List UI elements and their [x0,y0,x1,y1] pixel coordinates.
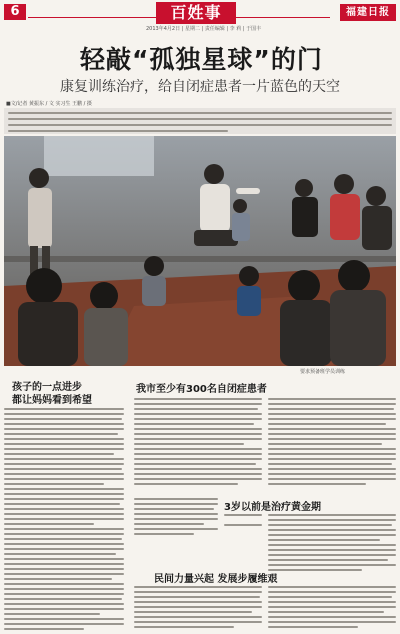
text-line [4,578,112,580]
text-line [268,534,396,536]
text-line [4,473,124,475]
text-line [4,483,104,485]
right-column-text-lower [268,514,396,574]
text-line [134,611,252,613]
text-line [268,473,396,475]
text-line [268,468,396,470]
text-line [134,596,260,598]
section-title: 百姓事 [156,2,236,24]
text-line [4,488,124,490]
text-line [134,626,234,628]
text-line [8,124,392,126]
text-line [134,438,262,440]
text-line [268,458,396,460]
text-line [268,591,396,593]
text-line [4,568,124,570]
text-line [268,601,396,603]
text-line [4,413,124,415]
text-line [4,433,118,435]
text-line [134,468,262,470]
text-line [134,591,262,593]
text-line [134,606,262,608]
text-line [4,623,124,625]
text-line [268,606,396,608]
text-line [134,508,214,510]
text-line [134,621,262,623]
text-line [4,598,122,600]
text-line [268,403,396,405]
text-line [268,438,396,440]
subheadline: 康复训练治疗，给自闭症患者一片蓝色的天空 [60,79,340,95]
text-line [134,433,262,435]
page-number: 6 [4,4,26,20]
text-line [268,483,366,485]
text-line [4,448,124,450]
text-line [224,514,262,516]
text-line [268,554,396,556]
photo-caption: 要求预备班学员训练 [300,369,346,375]
text-line [134,428,262,430]
text-line [134,408,258,410]
article-photo [4,136,396,366]
text-line [4,543,124,545]
text-line [268,544,396,546]
byline: ■文/记者 黄振东 / 文 实习生 王鹏 / 摄 [6,101,92,107]
text-line [268,519,396,521]
text-line [134,483,238,485]
text-line [4,548,124,550]
text-line [4,478,124,480]
text-line [268,626,358,628]
text-line [8,130,228,132]
text-line [268,423,386,425]
text-line [134,498,218,500]
text-line [268,463,392,465]
section-title-bottom: 民间力量兴起 发展步履维艰 [154,574,278,585]
text-line [134,443,244,445]
text-line [134,586,262,588]
text-line [134,413,262,415]
text-line [4,528,124,530]
text-line [134,398,262,400]
bottom-column-text-mid [134,586,262,632]
dateline: 2013年4月2日 | 星期二 | 责任编辑 | 李 莉 | 于国丰 [146,26,262,32]
text-line [134,503,218,505]
text-line [134,601,262,603]
text-line [4,503,120,505]
text-line [4,453,114,455]
section-title-left-line2: 都让妈妈看到希望 [12,395,92,406]
text-line [268,564,396,566]
left-column-text [4,408,124,632]
text-line [4,418,122,420]
text-line [4,423,124,425]
text-line [268,596,392,598]
mid-column-text [134,398,262,494]
text-line [4,583,124,585]
text-line [4,523,94,525]
text-line [134,453,262,455]
text-line [268,611,384,613]
text-line [268,524,392,526]
text-line [4,513,124,515]
text-line [268,539,380,541]
text-line [268,586,396,588]
text-line [268,443,382,445]
text-line [4,463,124,465]
text-line [4,573,124,575]
section-title-right: 3岁以前是治疗黄金期 [224,502,321,513]
text-line [4,518,124,520]
text-line [8,118,392,120]
text-line [4,428,124,430]
text-line [268,621,396,623]
text-line [4,538,122,540]
text-line [4,458,124,460]
text-line [134,423,254,425]
text-line [4,628,84,630]
headline: 轻敲“孤独星球”的门 [80,45,323,74]
text-line [4,468,122,470]
text-line [134,403,262,405]
mid-column-text-4 [134,524,262,554]
text-line [268,398,396,400]
text-line [4,613,100,615]
section-title-left: 孩子的一点进步 [12,382,82,393]
text-line [268,529,396,531]
text-line [8,112,392,114]
text-line [4,408,124,410]
text-line [268,413,396,415]
section-title-mid: 我市至少有300名自闭症患者 [136,384,267,395]
text-line [4,618,124,620]
text-line [268,559,388,561]
text-line [4,553,116,555]
text-line [134,473,262,475]
text-line [268,514,396,516]
bottom-column-text-right [268,586,396,632]
text-line [268,569,362,571]
text-line [224,524,262,526]
newspaper-logo: 福建日报 [340,4,396,21]
text-line [268,478,396,480]
text-line [4,493,124,495]
text-line [4,533,124,535]
lead-paragraph [4,108,396,134]
text-line [134,448,262,450]
text-line [4,608,124,610]
text-line [268,408,394,410]
text-line [268,433,396,435]
text-line [4,508,124,510]
text-line [268,418,396,420]
text-line [4,558,124,560]
text-line [4,443,124,445]
right-column-text-upper [268,398,396,494]
text-line [268,428,396,430]
text-line [134,616,262,618]
text-line [4,593,124,595]
text-line [4,588,124,590]
text-line [134,463,256,465]
text-line [268,448,396,450]
text-line [268,549,396,551]
text-line [4,603,124,605]
text-line [4,438,124,440]
text-line [268,616,396,618]
text-line [268,453,396,455]
text-line [134,478,262,480]
text-line [4,563,124,565]
text-line [134,458,262,460]
text-line [134,418,262,420]
text-line [4,498,124,500]
